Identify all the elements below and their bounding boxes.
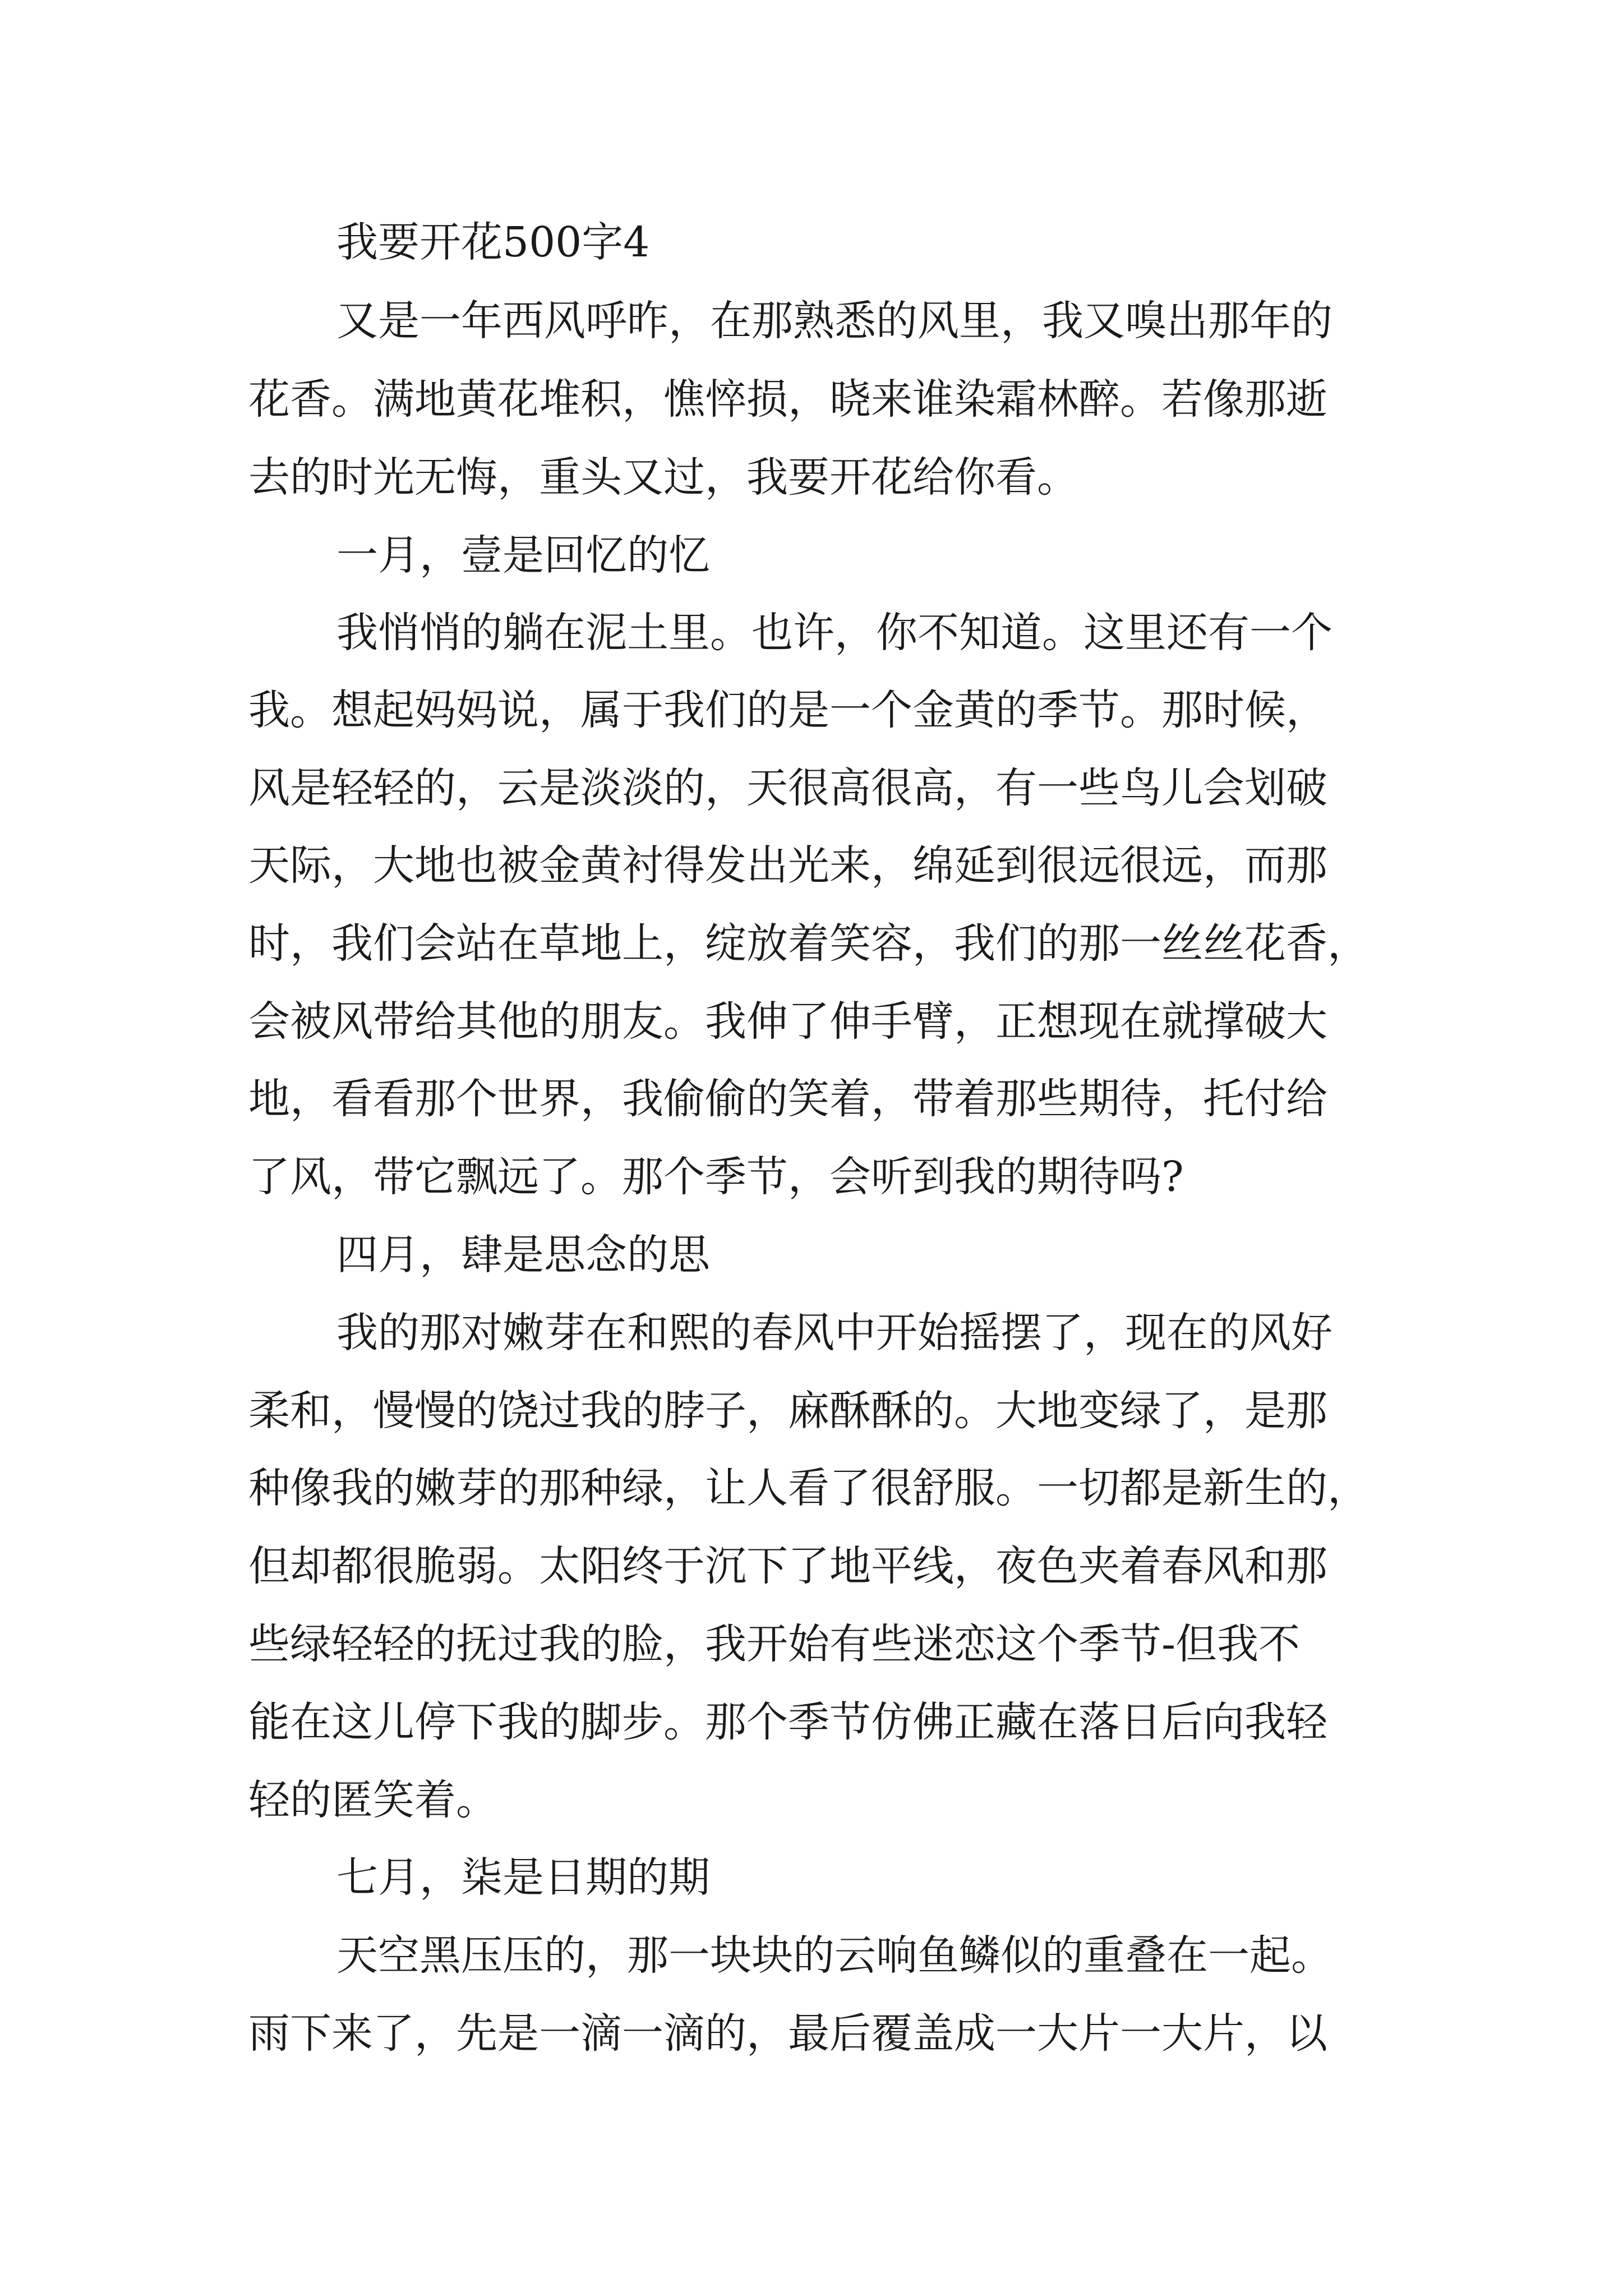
paragraph-line: 又是一年西风呼昨，在那熟悉的风里，我又嗅出那年的 — [336, 297, 1332, 345]
paragraph-line: 雨下来了，先是一滴一滴的，最后覆盖成一大片一大片，以 — [248, 2009, 1327, 2058]
paragraph-line: 天际，大地也被金黄衬得发出光来，绵延到很远很远，而那 — [248, 841, 1327, 890]
paragraph-line: 会被风带给其他的朋友。我伸了伸手臂，正想现在就撑破大 — [248, 997, 1327, 1046]
paragraph-line: 花香。满地黄花堆积，憔悴损，晓来谁染霜林醉。若像那逝 — [248, 375, 1327, 424]
paragraph-line: 风是轻轻的，云是淡淡的，天很高很高，有一些鸟儿会划破 — [248, 764, 1327, 812]
paragraph-line: 能在这儿停下我的脚步。那个季节仿佛正藏在落日后向我轻 — [248, 1698, 1327, 1746]
paragraph-line: 我。想起妈妈说，属于我们的是一个金黄的季节。那时候， — [248, 686, 1327, 734]
paragraph-line: 我的那对嫩芽在和熙的春风中开始摇摆了，现在的风好 — [336, 1309, 1332, 1357]
paragraph-line: 种像我的嫩芽的那种绿，让人看了很舒服。一切都是新生的， — [248, 1464, 1369, 1512]
paragraph-line: 轻的匿笑着。 — [248, 1776, 497, 1824]
paragraph-line: 地，看看那个世界，我偷偷的笑着，带着那些期待，托付给 — [248, 1075, 1327, 1123]
paragraph-line: 去的时光无悔，重头又过，我要开花给你看。 — [248, 453, 1078, 501]
paragraph-line: 柔和，慢慢的饶过我的脖子，麻酥酥的。大地变绿了，是那 — [248, 1387, 1327, 1435]
section-heading: 一月，壹是回忆的忆 — [336, 531, 710, 579]
document-title: 我要开花500字4 — [336, 218, 650, 266]
paragraph-line: 我悄悄的躺在泥土里。也许，你不知道。这里还有一个 — [336, 609, 1332, 657]
paragraph-line: 天空黑压压的，那一块块的云响鱼鳞似的重叠在一起。 — [336, 1931, 1332, 1980]
paragraph-line: 些绿轻轻的抚过我的脸，我开始有些迷恋这个季节-但我不 — [248, 1620, 1301, 1668]
paragraph-line: 了风，带它飘远了。那个季节，会听到我的期待吗? — [248, 1153, 1184, 1201]
paragraph-line: 时，我们会站在草地上，绽放着笑容，我们的那一丝丝花香， — [248, 919, 1369, 968]
section-heading: 七月，柒是日期的期 — [336, 1853, 710, 1902]
section-heading: 四月，肆是思念的思 — [336, 1231, 710, 1279]
paragraph-line: 但却都很脆弱。太阳终于沉下了地平线，夜色夹着春风和那 — [248, 1542, 1327, 1590]
